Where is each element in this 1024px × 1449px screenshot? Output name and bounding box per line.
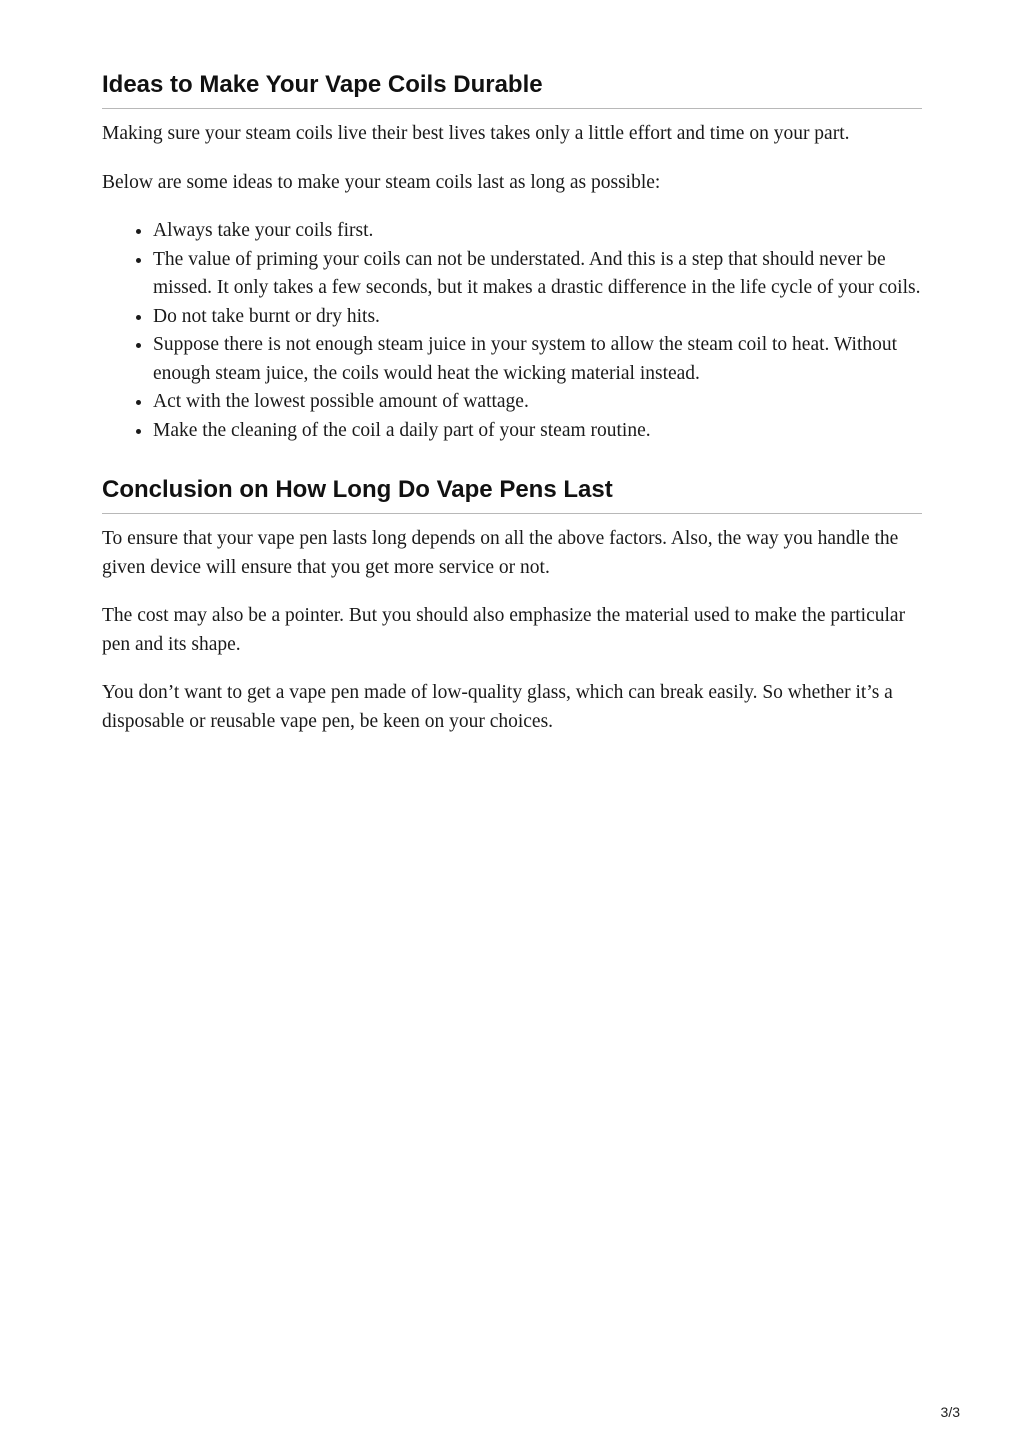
paragraph: Making sure your steam coils live their best lives takes only a little effort and time on your part. (102, 123, 850, 144)
list-item: • Make the cleaning of the coil a daily part of your steam routine. (153, 417, 922, 446)
list-item: • The value of priming your coils can not be understated. And this is a step that should never be missed. It only takes a few seconds, but it makes a drastic difference in the life cycle of your coils. (153, 246, 922, 303)
paragraph: The cost may also be a pointer. But you should also emphasize the material used to make the particular pen and its shape. (102, 605, 906, 655)
list-item: • Do not take burnt or dry hits. (153, 303, 922, 332)
section-heading: Ideas to Make Your Vape Coils Durable (102, 70, 922, 109)
paragraph: You don’t want to get a vape pen made of low-quality glass, which can break easily. So whether it’s a disposable or reusable vape pen, be keen on your choices. (102, 682, 893, 732)
section-coil-durability (102, 70, 922, 445)
section-heading: Conclusion on How Long Do Vape Pens Last (102, 475, 922, 514)
document-body (102, 70, 922, 756)
paragraph: To ensure that your vape pen lasts long depends on all the above factors. Also, the way you handle the given device will ensure that you get more service or not. (102, 528, 899, 578)
list-item: • Act with the lowest possible amount of wattage. (153, 388, 922, 417)
list-item: • Suppose there is not enough steam juice in your system to allow the steam coil to heat. Without enough steam juice, the coils would heat the wicking material instead. (153, 331, 922, 388)
page-number: 3/3 (940, 1404, 960, 1420)
ideas-list (102, 217, 922, 445)
list-item: • Always take your coils first. (153, 217, 922, 246)
paragraph: Below are some ideas to make your steam coils last as long as possible: (102, 171, 661, 193)
section-conclusion (102, 475, 922, 736)
